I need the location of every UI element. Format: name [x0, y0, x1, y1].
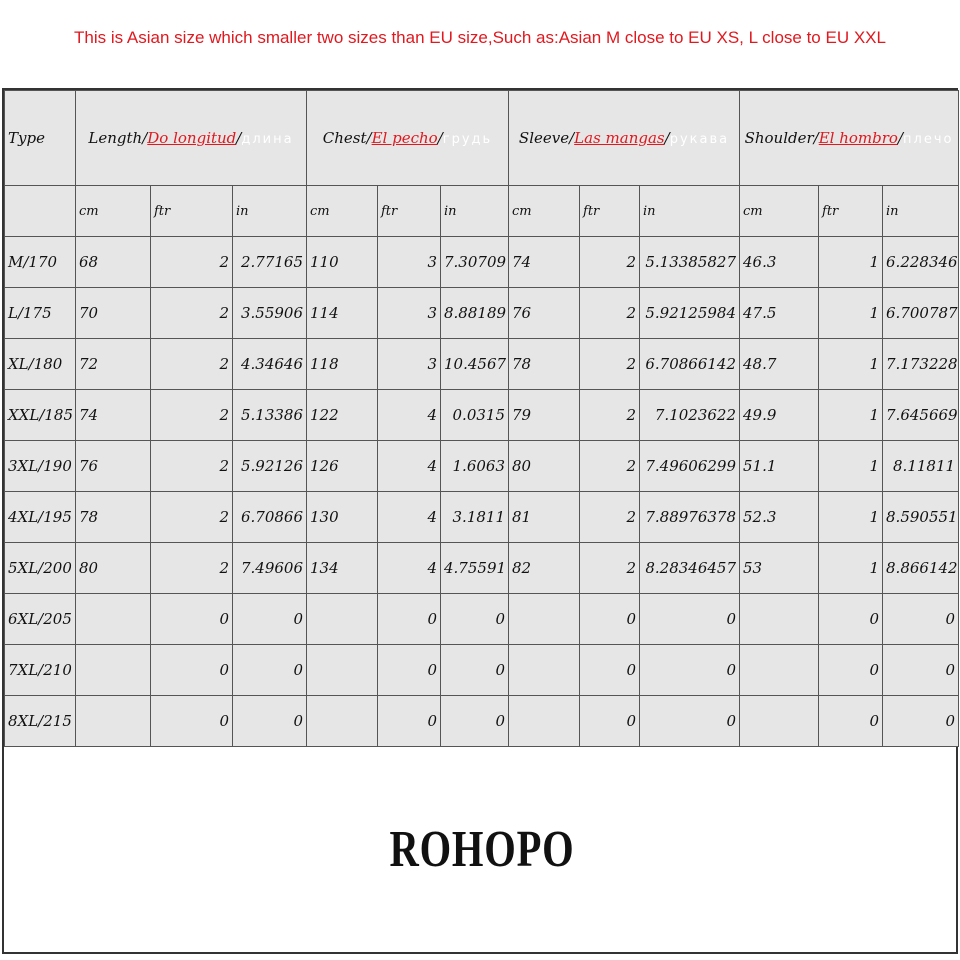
- table-cell: 74: [76, 390, 151, 441]
- table-cell: 53: [740, 543, 819, 594]
- header-sep: /: [236, 129, 242, 147]
- table-cell: 78: [76, 492, 151, 543]
- table-cell: 70: [76, 288, 151, 339]
- table-cell: 1.6063: [441, 441, 509, 492]
- unit-cell: in: [640, 186, 740, 237]
- table-row: [5, 441, 959, 492]
- table-cell: 76: [509, 288, 580, 339]
- table-cell: 0: [441, 696, 509, 747]
- table-cell: 1: [819, 492, 883, 543]
- table-cell: 4: [378, 441, 441, 492]
- units-blank-cell: [5, 186, 76, 237]
- table-cell: 122: [307, 390, 378, 441]
- header-length-es: Do longitud: [147, 129, 237, 147]
- table-cell: [76, 696, 151, 747]
- table-cell: 52.3: [740, 492, 819, 543]
- size-type-cell: 8XL/215: [5, 696, 76, 747]
- table-cell: 3: [378, 237, 441, 288]
- table-cell: 1: [819, 441, 883, 492]
- table-cell: 76: [76, 441, 151, 492]
- size-type-cell: 4XL/195: [5, 492, 76, 543]
- table-cell: 110: [307, 237, 378, 288]
- header-shoulder-ru: плечо: [903, 132, 954, 147]
- table-cell: 4.34646: [233, 339, 307, 390]
- table-cell: 2: [580, 237, 640, 288]
- table-cell: 2: [151, 543, 233, 594]
- table-cell: 0: [151, 696, 233, 747]
- unit-cell: cm: [509, 186, 580, 237]
- table-cell: 134: [307, 543, 378, 594]
- table-cell: 2: [151, 441, 233, 492]
- header-row: [5, 91, 959, 186]
- table-cell: 7.88976378: [640, 492, 740, 543]
- brand-logo: ROHOPO: [389, 821, 575, 878]
- table-cell: 8.88189: [441, 288, 509, 339]
- header-chest-es: El pecho: [371, 129, 438, 147]
- table-cell: 2: [151, 339, 233, 390]
- table-cell: 0.0315: [441, 390, 509, 441]
- table-cell: 0: [151, 645, 233, 696]
- header-length: [76, 91, 307, 186]
- unit-cell: ftr: [378, 186, 441, 237]
- table-cell: 2: [580, 390, 640, 441]
- table-cell: 2: [151, 237, 233, 288]
- table-row: [5, 543, 959, 594]
- table-cell: 2: [580, 543, 640, 594]
- table-cell: 3: [378, 339, 441, 390]
- table-cell: 47.5: [740, 288, 819, 339]
- table-cell: [76, 594, 151, 645]
- header-shoulder-en: Shoulder: [744, 129, 814, 147]
- table-cell: 2: [580, 492, 640, 543]
- table-cell: 4.75591: [441, 543, 509, 594]
- unit-cell: cm: [76, 186, 151, 237]
- unit-cell: in: [233, 186, 307, 237]
- table-cell: 10.4567: [441, 339, 509, 390]
- table-cell: 126: [307, 441, 378, 492]
- table-cell: 0: [883, 696, 959, 747]
- table-cell: 7.645669: [883, 390, 959, 441]
- table-cell: 6.70866142: [640, 339, 740, 390]
- table-cell: 1: [819, 288, 883, 339]
- table-cell: 78: [509, 339, 580, 390]
- table-cell: 130: [307, 492, 378, 543]
- unit-cell: cm: [740, 186, 819, 237]
- table-cell: [509, 696, 580, 747]
- table-cell: 5.13386: [233, 390, 307, 441]
- header-sep: /: [897, 129, 904, 147]
- table-cell: 7.49606299: [640, 441, 740, 492]
- table-row: [5, 492, 959, 543]
- table-cell: 2: [580, 441, 640, 492]
- table-cell: [76, 645, 151, 696]
- table-cell: 2: [151, 390, 233, 441]
- table-cell: 8.11811: [883, 441, 959, 492]
- table-cell: 80: [76, 543, 151, 594]
- header-sep: /: [664, 129, 670, 147]
- table-row: [5, 339, 959, 390]
- table-cell: 2: [151, 288, 233, 339]
- header-chest-ru: грудь: [442, 132, 493, 147]
- table-cell: [509, 594, 580, 645]
- table-cell: 0: [378, 645, 441, 696]
- table-cell: 2: [151, 492, 233, 543]
- table-cell: 0: [883, 645, 959, 696]
- size-notice: This is Asian size which smaller two sizes than EU size,Such as:Asian M close to EU XS, L close to EU XXL: [74, 28, 886, 47]
- table-cell: 0: [883, 594, 959, 645]
- table-row: [5, 645, 959, 696]
- header-sep: /: [813, 129, 819, 147]
- table-cell: 118: [307, 339, 378, 390]
- table-cell: 79: [509, 390, 580, 441]
- table-cell: [740, 645, 819, 696]
- table-cell: 4: [378, 390, 441, 441]
- header-sep: /: [366, 129, 372, 147]
- table-cell: 2: [580, 339, 640, 390]
- table-cell: [307, 594, 378, 645]
- table-cell: 1: [819, 543, 883, 594]
- size-chart-table: [4, 90, 959, 747]
- table-row: [5, 288, 959, 339]
- size-type-cell: 5XL/200: [5, 543, 76, 594]
- table-cell: 0: [580, 645, 640, 696]
- table-cell: 82: [509, 543, 580, 594]
- unit-cell: cm: [307, 186, 378, 237]
- header-shoulder-es: El hombro: [818, 129, 898, 147]
- unit-cell: in: [441, 186, 509, 237]
- unit-cell: in: [883, 186, 959, 237]
- table-cell: 0: [819, 645, 883, 696]
- table-cell: 0: [441, 594, 509, 645]
- size-chart-frame: [2, 88, 958, 954]
- header-chest-en: Chest: [322, 129, 367, 147]
- table-cell: 5.13385827: [640, 237, 740, 288]
- table-cell: 3: [378, 288, 441, 339]
- table-cell: 0: [378, 594, 441, 645]
- header-sleeve-en: Sleeve: [518, 129, 570, 147]
- table-cell: 0: [580, 696, 640, 747]
- table-cell: 3.1811: [441, 492, 509, 543]
- size-type-cell: 3XL/190: [5, 441, 76, 492]
- table-cell: 0: [819, 696, 883, 747]
- table-cell: 0: [580, 594, 640, 645]
- table-cell: 8.590551: [883, 492, 959, 543]
- table-cell: 2: [580, 288, 640, 339]
- table-cell: 48.7: [740, 339, 819, 390]
- table-cell: 6.70866: [233, 492, 307, 543]
- table-cell: [307, 645, 378, 696]
- header-sep: /: [437, 129, 443, 147]
- table-cell: 4: [378, 543, 441, 594]
- table-cell: 1: [819, 390, 883, 441]
- table-cell: 3.55906: [233, 288, 307, 339]
- table-cell: 80: [509, 441, 580, 492]
- table-cell: 81: [509, 492, 580, 543]
- table-cell: 0: [233, 594, 307, 645]
- table-cell: 0: [640, 645, 740, 696]
- unit-cell: ftr: [580, 186, 640, 237]
- size-type-cell: XXL/185: [5, 390, 76, 441]
- unit-cell: ftr: [151, 186, 233, 237]
- table-row: [5, 594, 959, 645]
- table-row: [5, 237, 959, 288]
- table-row: [5, 390, 959, 441]
- table-cell: 7.1023622: [640, 390, 740, 441]
- table-cell: 7.173228: [883, 339, 959, 390]
- table-cell: 8.866142: [883, 543, 959, 594]
- size-type-cell: 6XL/205: [5, 594, 76, 645]
- table-cell: [740, 594, 819, 645]
- header-length-en: Length: [88, 129, 143, 147]
- table-row: [5, 696, 959, 747]
- table-cell: 51.1: [740, 441, 819, 492]
- table-cell: 68: [76, 237, 151, 288]
- table-cell: [307, 696, 378, 747]
- table-cell: 6.228346: [883, 237, 959, 288]
- table-cell: 2.77165: [233, 237, 307, 288]
- table-cell: 0: [640, 696, 740, 747]
- unit-cell: ftr: [819, 186, 883, 237]
- table-cell: 0: [441, 645, 509, 696]
- size-type-cell: L/175: [5, 288, 76, 339]
- header-sep: /: [142, 129, 148, 147]
- table-cell: [740, 696, 819, 747]
- size-type-cell: XL/180: [5, 339, 76, 390]
- table-cell: 8.28346457: [640, 543, 740, 594]
- table-cell: 114: [307, 288, 378, 339]
- table-cell: 1: [819, 237, 883, 288]
- size-type-cell: M/170: [5, 237, 76, 288]
- header-chest: [307, 91, 509, 186]
- header-sep: /: [569, 129, 575, 147]
- table-cell: 7.30709: [441, 237, 509, 288]
- table-cell: 0: [233, 645, 307, 696]
- table-cell: [509, 645, 580, 696]
- header-length-ru: длина: [241, 132, 294, 147]
- header-sleeve-ru: рукава: [669, 132, 730, 147]
- table-cell: 5.92125984: [640, 288, 740, 339]
- table-cell: 6.700787: [883, 288, 959, 339]
- table-cell: 74: [509, 237, 580, 288]
- table-cell: 5.92126: [233, 441, 307, 492]
- table-cell: 72: [76, 339, 151, 390]
- header-sleeve-es: Las mangas: [574, 129, 665, 147]
- table-cell: 0: [819, 594, 883, 645]
- table-cell: 0: [151, 594, 233, 645]
- header-type: Type: [5, 91, 76, 186]
- table-cell: 7.49606: [233, 543, 307, 594]
- table-cell: 0: [640, 594, 740, 645]
- table-cell: 46.3: [740, 237, 819, 288]
- table-cell: 1: [819, 339, 883, 390]
- table-cell: 49.9: [740, 390, 819, 441]
- table-cell: 0: [378, 696, 441, 747]
- table-cell: 4: [378, 492, 441, 543]
- header-shoulder: [740, 91, 959, 186]
- header-sleeve: [509, 91, 740, 186]
- units-row: [5, 186, 959, 237]
- size-type-cell: 7XL/210: [5, 645, 76, 696]
- table-cell: 0: [233, 696, 307, 747]
